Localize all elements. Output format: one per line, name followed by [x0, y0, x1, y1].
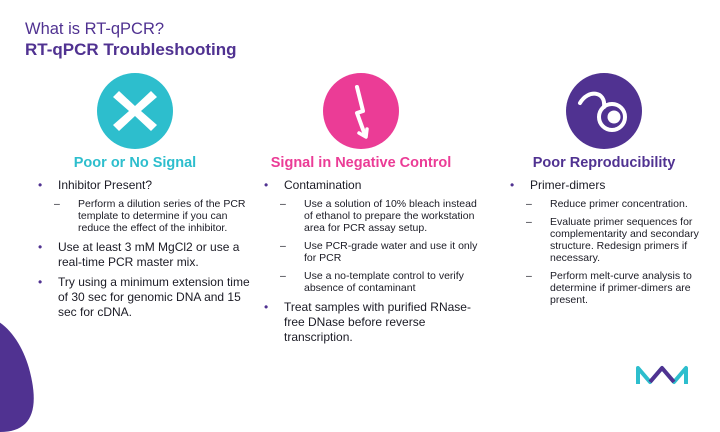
sub-list-item: – Reduce primer concentration. [510, 198, 700, 210]
column-heading-negative-control: Signal in Negative Control [270, 155, 452, 171]
column-reproducibility [510, 178, 710, 312]
slide-subtitle: What is RT-qPCR? [25, 20, 165, 38]
list-item: • Primer-dimers [510, 178, 710, 193]
sub-list-item: – Use PCR-grade water and use it only for PCR [264, 240, 479, 264]
sub-list-item: – Evaluate primer sequences for complementarity and secondary structure. Redesign primers if necessary. [510, 216, 700, 264]
list-item: • Contamination [264, 178, 486, 193]
list-item: • Try using a minimum extension time of 30 sec for genomic DNA and 15 sec for cDNA. [38, 275, 260, 320]
company-logo-icon [636, 364, 688, 386]
column-poor-signal [38, 178, 260, 325]
x-icon [97, 73, 173, 149]
primer-dimer-icon [566, 73, 642, 149]
list-item: • Use at least 3 mM MgCl2 or use a real-time PCR master mix. [38, 240, 260, 270]
list-item: • Inhibitor Present? [38, 178, 260, 193]
lightning-icon [323, 73, 399, 149]
list-item: • Treat samples with purified RNase-free DNase before reverse transcription. [264, 300, 486, 345]
column-heading-poor-signal: Poor or No Signal [73, 155, 197, 171]
column-negative-control [264, 178, 486, 350]
sub-list-item: – Use a no-template control to verify absence of contaminant [264, 270, 479, 294]
sub-list-item: – Perform a dilution series of the PCR template to determine if you can reduce the effect of the inhibitor. [38, 198, 248, 234]
column-heading-reproducibility: Poor Reproducibility [532, 155, 676, 171]
slide-title: RT-qPCR Troubleshooting [25, 40, 237, 59]
sub-list-item: – Use a solution of 10% bleach instead of ethanol to prepare the workstation area for PCR assay setup. [264, 198, 479, 234]
sub-list-item: – Perform melt-curve analysis to determine if primer-dimers are present. [510, 270, 700, 306]
